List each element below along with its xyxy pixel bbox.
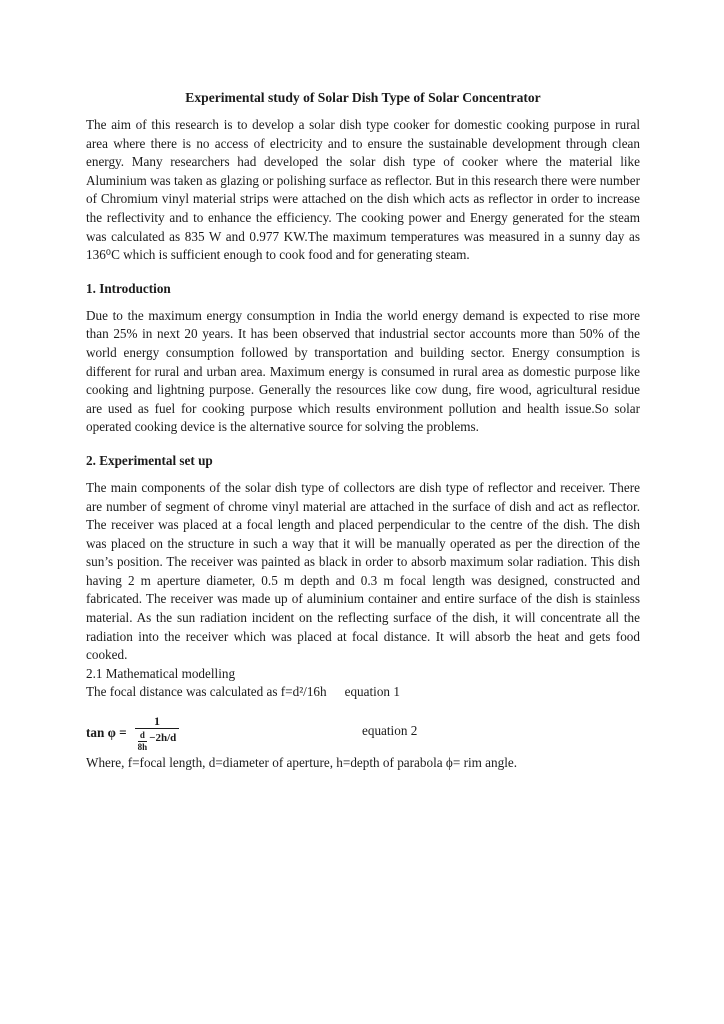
where-definitions-line: Where, f=focal length, d=diameter of aperture, h=depth of parabola ϕ= rim angle. [86, 755, 518, 771]
equation-2-lhs: tan φ = [86, 724, 127, 740]
equation-2-inner-fraction [138, 731, 148, 752]
equation-2-label: equation 2 [362, 723, 418, 739]
subsection-heading-mathematical-modelling: 2.1 Mathematical modelling [86, 665, 236, 681]
equation-2-numerator: 1 [153, 713, 160, 728]
equation-1-label: equation 1 [344, 684, 400, 700]
equation-2-inner-numerator: d [139, 729, 145, 740]
paper-title: Experimental study of Solar Dish Type of Solar Concentrator [185, 90, 541, 105]
section-heading-experimental-setup: 2. Experimental set up [86, 452, 213, 468]
equation-2-inner-denominator: 8h [137, 741, 148, 752]
abstract-paragraph: The aim of this research is to develop a solar dish type cooker for domestic cooking purpose in rural area where there is no access of electricity and to ensure the sustainable development through clean energy. Many researchers had developed the solar dish type of cooker where the material like Aluminium was taken as glazing or polishing surface as reflector. But in this research there were number of Chromium vinyl material strips were attached on the dish which acts as reflector in order to increase the reflectivity and to enhance the efficiency. The cooking power and Energy generated for the steam was calculated as 835 W and 0.977 KW.The maximum temperatures was measured in a sunny day as 136⁰C which is sufficient enough to cook food and for generating steam. [86, 117, 640, 263]
equation-2-fraction [135, 715, 180, 752]
experimental-setup-paragraph: The main components of the solar dish type of collectors are dish type of reflector and receiver. There are number of segment of chrome vinyl material are attached in the surface of dish and act as reflector. The receiver was placed at a focal length and placed perpendicular to the centre of the dish. The dish was placed on the structure in such a way that it will be manually operated as per the direction of the sun’s position. The receiver was painted as black in order to absorb maximum solar radiation. This dish having 2 m aperture diameter, 0.5 m depth and 0.3 m focal length was designed, constructed and fabricated. The receiver was made up of aluminium container and entire surface of the dish is stainless material. As the sun radiation incident on the reflecting surface of the dish, it will concentrate all the radiation into the receiver which was placed at focal distance. It will absorb the heat and gets food cooked. [86, 479, 640, 663]
equation-1-line [86, 683, 640, 702]
section-heading-introduction: 1. Introduction [86, 280, 171, 296]
equation-2-denominator-term: −2h/d [149, 731, 177, 744]
equation-2-denominator [135, 728, 180, 752]
equation-2-line [86, 712, 640, 754]
equation-1-text: The focal distance was calculated as f=d²/16h [86, 684, 327, 700]
introduction-paragraph: Due to the maximum energy consumption in India the world energy demand is expected to rise more than 25% in next 20 years. It has been observed that industrial sector accounts more than 50% of the world energy consumption followed by transportation and building sector. Energy consumption is different for rural and urban area. Maximum energy is consumed in rural area as domestic purpose like cooking and lightning purpose. Generally the resources like cow dung, fire wood, agricultural residue are used as fuel for cooking purpose which results environment pollution and health issue.So solar operated cooking device is the alternative source for solving the problems. [86, 307, 640, 435]
